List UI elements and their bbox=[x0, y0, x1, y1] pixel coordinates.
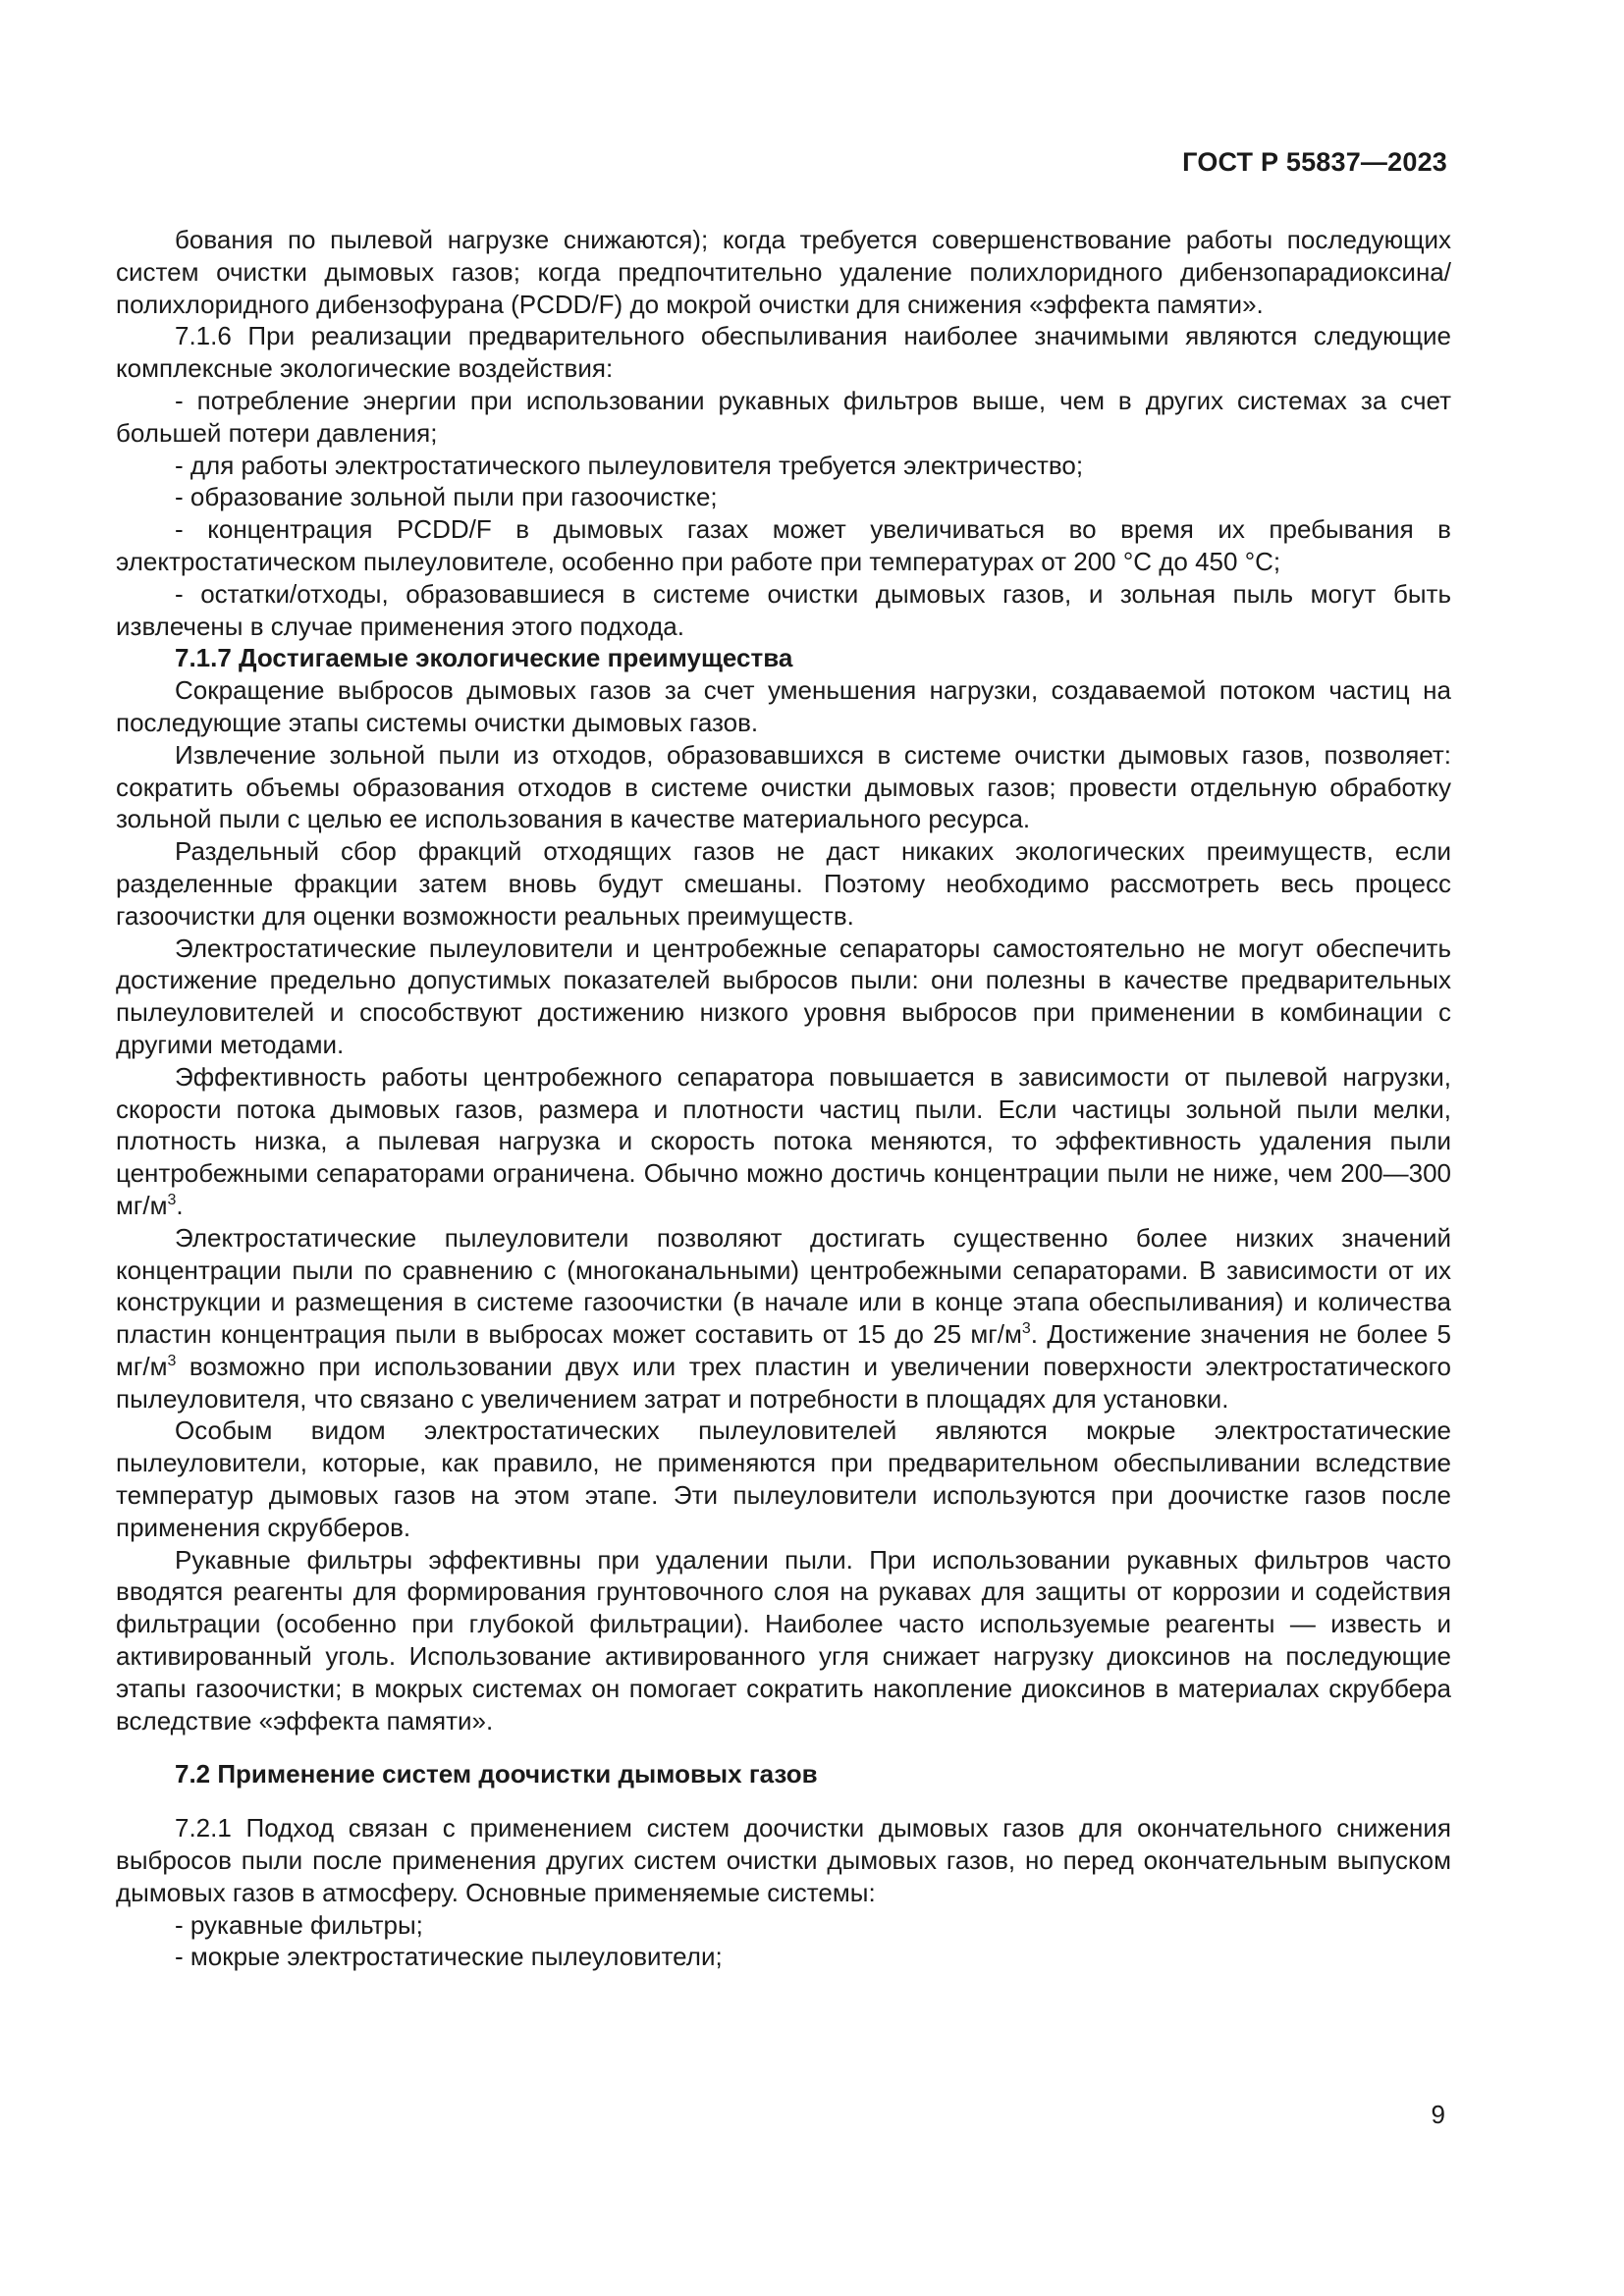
paragraph: Рукавные фильтры эффективны при удалении пыли. При использовании рукавных фильтров часто вводятся реагенты для формирования грунтовочного слоя на рукавах для защиты от коррозии и содействия фильтрации (особенно при глубокой фильтрации). Наиболее часто используемые реагенты — известь и активированный уголь. Использование активированного угля снижает нагрузку диоксинов на последующие этапы газоочистки; в мокрых системах он помогает сократить накопление диоксинов в материалах скруббера вследствие «эффекта памяти». bbox=[116, 1544, 1451, 1735]
section-heading-7-1-7: 7.1.7 Достигаемые экологические преимущества bbox=[175, 643, 793, 673]
paragraph: Особым видом электростатических пылеуловителей являются мокрые электростатические пылеуловители, которые, как правило, не применяются при предварительном обеспыливании вследствие температур дымовых газов на этом этапе. Эти пылеуловители используются при доочистке газов после применения скрубберов. bbox=[116, 1415, 1451, 1542]
paragraph-7-2-1: 7.2.1 Подход связан с применением систем доочистки дымовых газов для окончательного снижения выбросов пыли после применения других систем очистки дымовых газов, но перед окончательным выпуском дымовых газов в атмосферу. Основные применяемые системы: bbox=[116, 1813, 1451, 1907]
document-body bbox=[116, 224, 1451, 1973]
paragraph bbox=[116, 1222, 1451, 1415]
paragraph bbox=[116, 1061, 1451, 1222]
paragraph-text: возможно при использовании двух или трех пластин и увеличении поверхности электростатического пылеуловителя, что связано с увеличением затрат и потребности в площадях для установки. bbox=[116, 1351, 1451, 1414]
superscript: 3 bbox=[167, 1191, 177, 1208]
standard-header: ГОСТ Р 55837—2023 bbox=[1182, 147, 1447, 177]
list-item: - концентрация PCDD/F в дымовых газах может увеличиваться во время их пребывания в электростатическом пылеуловителе, особенно при работе при температурах от 200 °C до 450 °C; bbox=[116, 514, 1451, 576]
list-item: - образование зольной пыли при газоочистке; bbox=[175, 482, 718, 512]
list-item: - остатки/отходы, образовавшиеся в системе очистки дымовых газов, и зольная пыль могут быть извлечены в случае применения этого подхода. bbox=[116, 578, 1451, 641]
superscript: 3 bbox=[167, 1352, 177, 1369]
paragraph-text: . Достижение значения не более 5 мг/м bbox=[116, 1319, 1451, 1381]
list-item: - рукавные фильтры; bbox=[175, 1909, 423, 1940]
page-number: 9 bbox=[1431, 2100, 1445, 2129]
list-item: - мокрые электростатические пылеуловители; bbox=[175, 1942, 723, 1972]
paragraph: Электростатические пылеуловители и центробежные сепараторы самостоятельно не могут обеспечить достижение предельно допустимых показателей выбросов пыли: они полезны в качестве предварительных пылеуловителей и способствуют достижению низкого уровня выбросов при применении в комбинации с другими методами. bbox=[116, 933, 1451, 1059]
list-item: - потребление энергии при использовании рукавных фильтров выше, чем в других системах за счет большей потери давления; bbox=[116, 385, 1451, 448]
superscript: 3 bbox=[1021, 1320, 1031, 1338]
list-item: - для работы электростатического пылеуловителя требуется электричество; bbox=[175, 450, 1084, 480]
paragraph-text: Электростатические пылеуловители позволяют достигать существенно более низких значений концентрации пыли по сравнению с (многоканальными) центробежными сепараторами. В зависимости от их конструкции и размещения в системе газоочистки (в начале или в конце этапа обеспыливания) и количества пластин концентрация пыли в выбросах может составить от 15 до 25 мг/м bbox=[116, 1222, 1451, 1350]
paragraph: бования по пылевой нагрузке снижаются); когда требуется совершенствование работы последующих систем очистки дымовых газов; когда предпочтительно удаление полихлоридного дибензопарадиоксина/полихлоридного дибензофурана (PCDD/F) до мокрой очистки для снижения «эффекта памяти». bbox=[116, 225, 1451, 319]
paragraph: Извлечение зольной пыли из отходов, образовавшихся в системе очистки дымовых газов, позволяет: сократить объемы образования отходов в системе очистки дымовых газов; провести отдельную обработку зольной пыли с целью ее использования в качестве материального ресурса. bbox=[116, 739, 1451, 834]
paragraph-text: Эффективность работы центробежного сепаратора повышается в зависимости от пылевой нагрузки, скорости потока дымовых газов, размера и плотности частиц пыли. Если частицы зольной пыли мелки, плотность низка, а пылевая нагрузка и скорость потока меняются, то эффективность удаления пыли центробежными сепараторами ограничена. Обычно можно достичь концентрации пыли не ниже, чем 200—300 мг/м bbox=[116, 1061, 1451, 1220]
paragraph-text: . bbox=[176, 1190, 184, 1220]
section-heading-7-2: 7.2 Применение систем доочистки дымовых газов bbox=[175, 1759, 818, 1789]
paragraph-7-1-6: 7.1.6 При реализации предварительного обеспыливания наиболее значимыми являются следующие комплексные экологические воздействия: bbox=[116, 321, 1451, 384]
paragraph: Сокращение выбросов дымовых газов за счет уменьшения нагрузки, создаваемой потоком частиц на последующие этапы системы очистки дымовых газов. bbox=[116, 675, 1451, 737]
paragraph: Раздельный сбор фракций отходящих газов не даст никаких экологических преимуществ, если разделенные фракции затем вновь будут смешаны. Поэтому необходимо рассмотреть весь процесс газоочистки для оценки возможности реальных преимуществ. bbox=[116, 836, 1451, 931]
